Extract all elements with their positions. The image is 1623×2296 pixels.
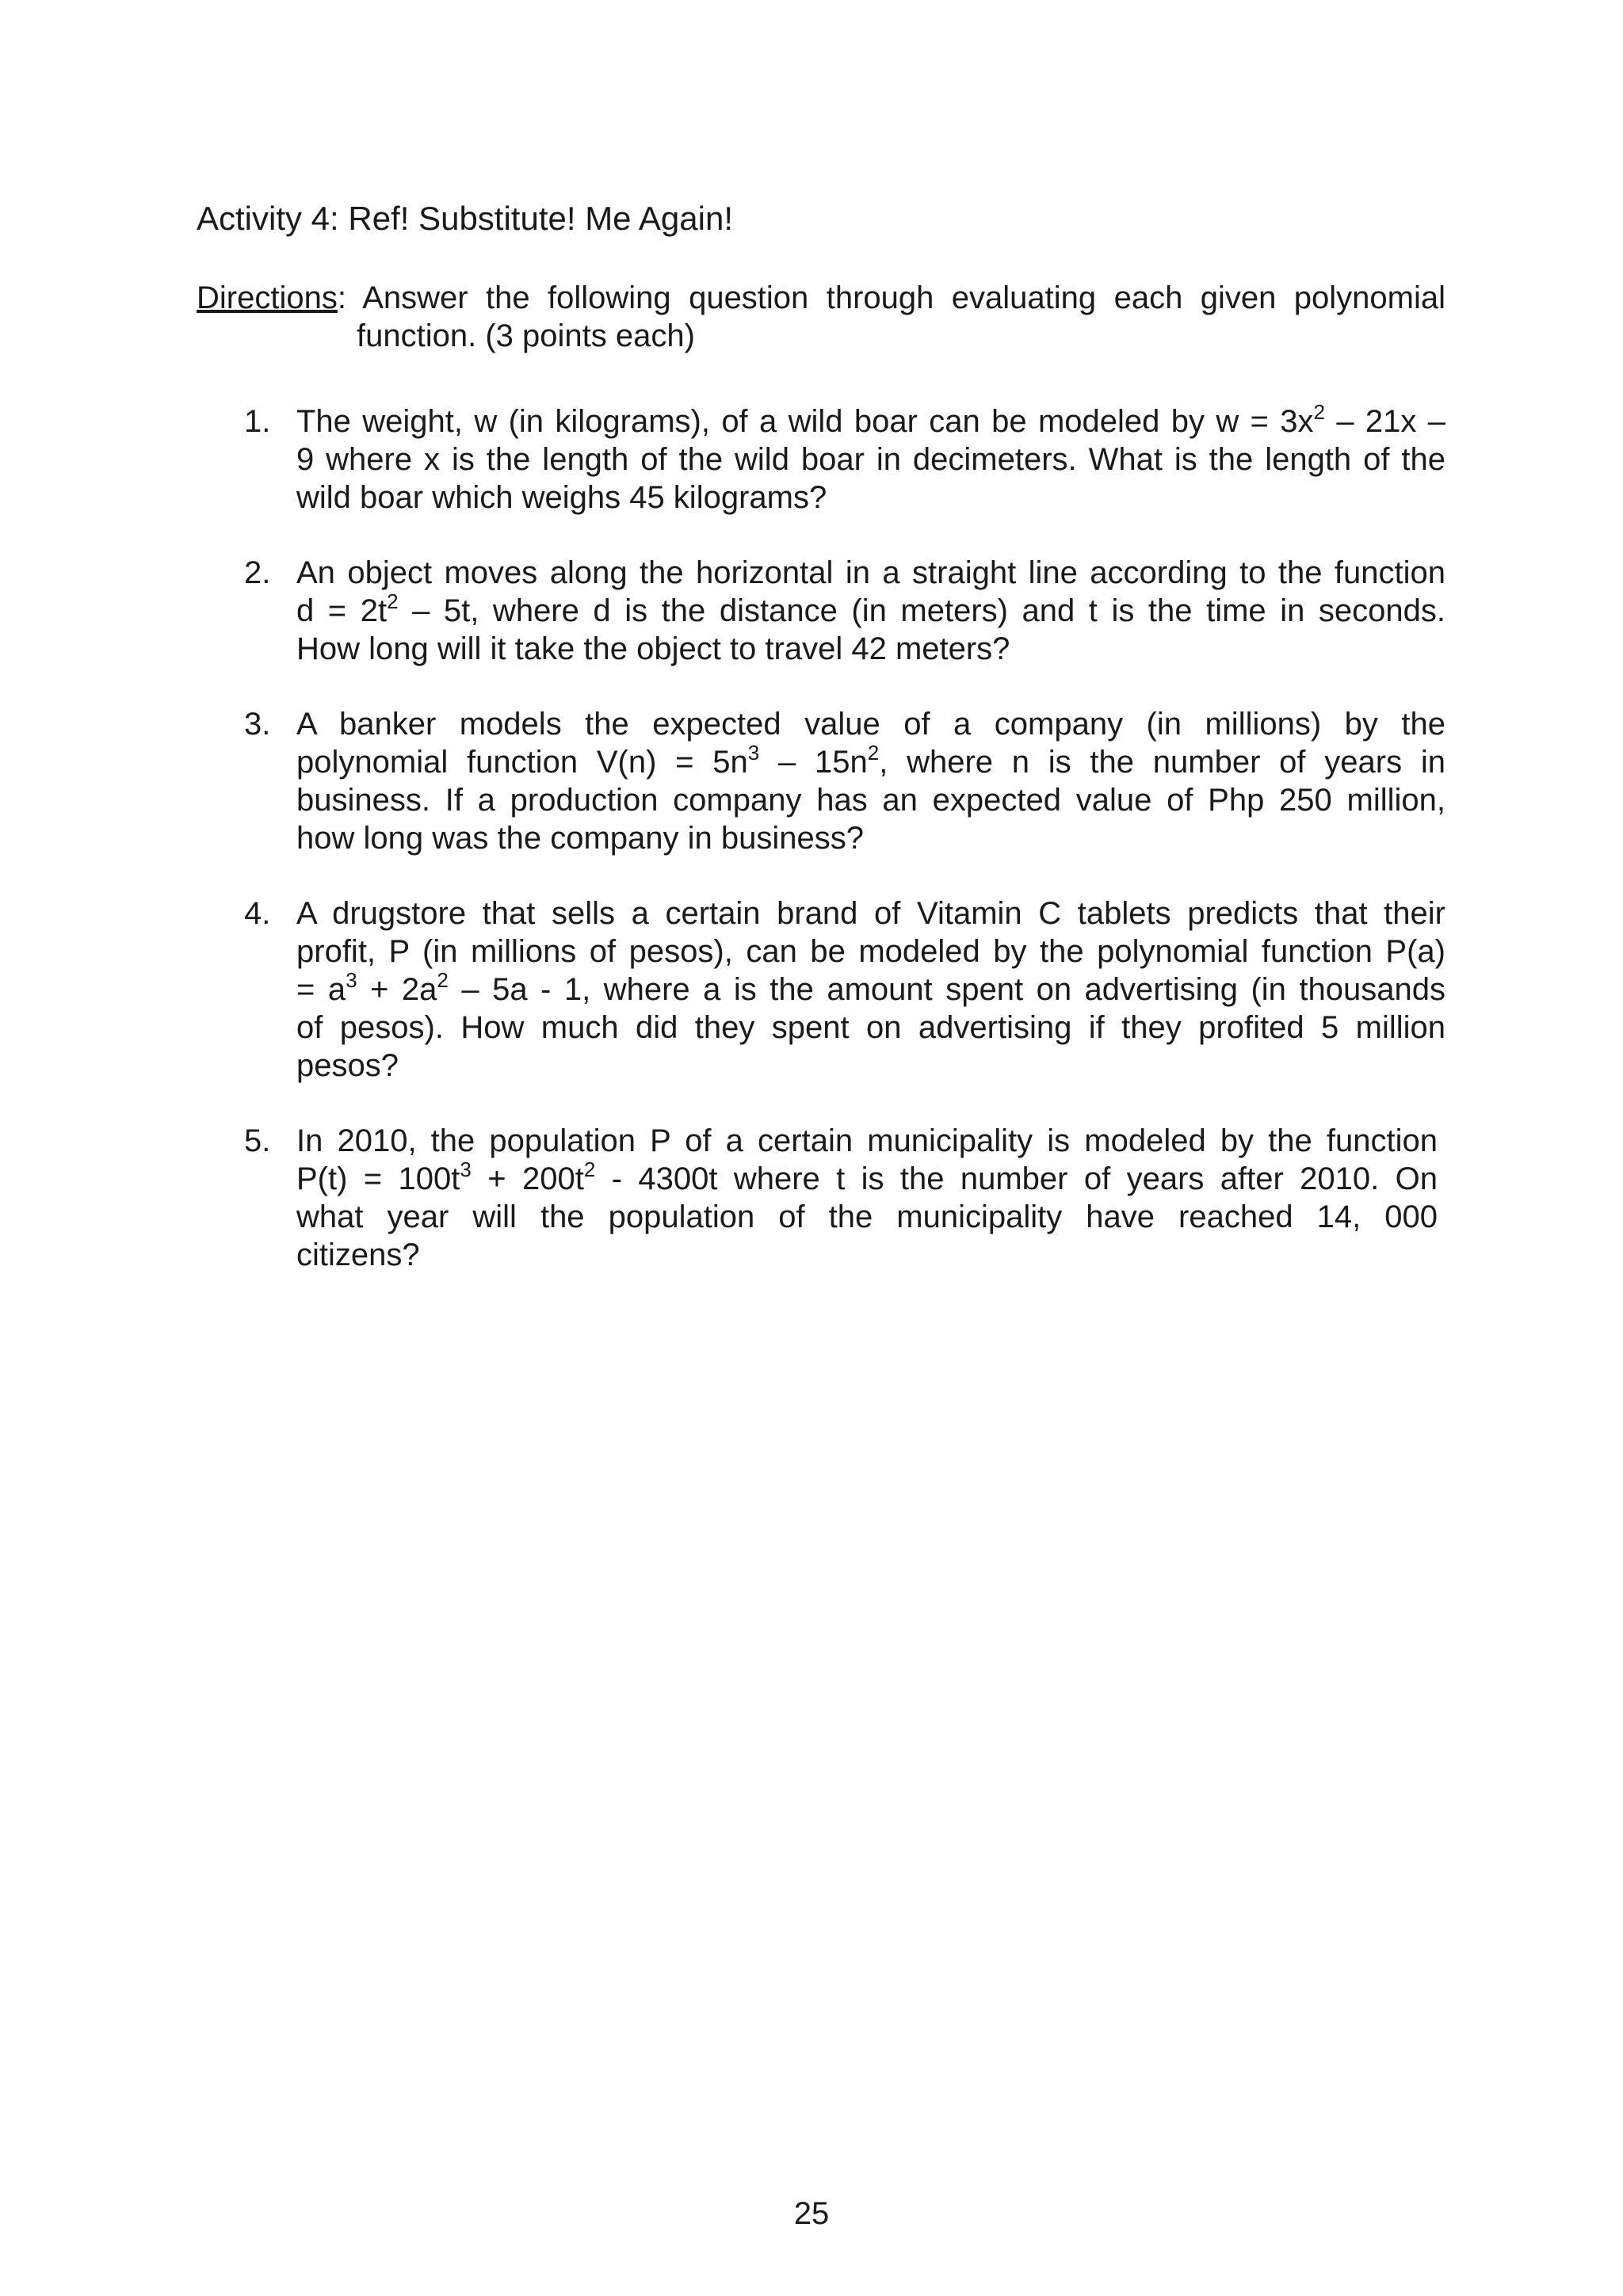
directions-colon: :	[337, 280, 346, 315]
question-line: business. If a production company has an expected value of Php 250 million,	[296, 783, 1445, 818]
question-line: of pesos). How much did they spent on advertising if they profited 5 million	[296, 1010, 1445, 1045]
question-line: wild boar which weighs 45 kilograms?	[296, 480, 827, 515]
question-line: In 2010, the population P of a certain municipality is modeled by the function	[296, 1123, 1438, 1158]
question-line: A banker models the expected value of a company (in millions) by the	[296, 707, 1445, 742]
question-line: pesos?	[296, 1048, 399, 1083]
question-number: 3.	[244, 707, 271, 742]
question-list	[244, 399, 1446, 1311]
question-3	[244, 705, 1445, 857]
page-number: 25	[793, 2196, 830, 2231]
question-number: 5.	[244, 1123, 271, 1158]
question-line: citizens?	[296, 1238, 420, 1272]
question-line: profit, P (in millions of pesos), can be modeled by the polynomial function P(a)	[296, 934, 1445, 969]
directions-block	[197, 279, 1445, 355]
question-line: $d = 2t^2 - 5t$, where d is the distance (in meters) and t is the time in seconds.	[296, 589, 1445, 628]
question-2	[244, 554, 1445, 668]
question-line: $P(t) = 100t^3 + 200t^2 - 4300t$ where t is the number of years after 2010. On	[296, 1157, 1438, 1196]
question-number: 1.	[244, 404, 271, 439]
directions-line-1	[197, 279, 1445, 317]
question-line: 9 where x is the length of the wild boar in decimeters. What is the length of the	[296, 442, 1445, 477]
question-line: How long will it take the object to travel 42 meters?	[296, 631, 1010, 666]
directions-line-2: function. (3 points each)	[357, 318, 695, 353]
question-line: The weight, w (in kilograms), of a wild boar can be modeled by $w = 3x^2 - 21x$ –	[296, 399, 1445, 439]
question-line: An object moves along the horizontal in a straight line according to the function	[296, 555, 1445, 590]
directions-label: Directions	[197, 280, 338, 315]
question-line: what year will the population of the municipality have reached 14, 000	[296, 1199, 1438, 1234]
question-5	[244, 1122, 1438, 1274]
question-line: how long was the company in business?	[296, 821, 864, 856]
activity-title: Activity 4: Ref! Substitute! Me Again!	[197, 200, 733, 237]
question-number: 4.	[244, 896, 271, 931]
question-line: polynomial function $V(n) = 5n^3 - 15n^2$, where n is the number of years in	[296, 740, 1445, 780]
directions-text-1: Answer the following question through evaluating each given polynomial	[362, 280, 1445, 315]
question-4	[244, 894, 1445, 1085]
question-line: = $a^3 + 2a^2 - 5a - 1$, where a is the amount spent on advertising (in thousands	[296, 967, 1446, 1007]
question-1	[244, 399, 1445, 517]
question-number: 2.	[244, 555, 271, 590]
question-line: A drugstore that sells a certain brand of Vitamin C tablets predicts that their	[296, 896, 1445, 931]
